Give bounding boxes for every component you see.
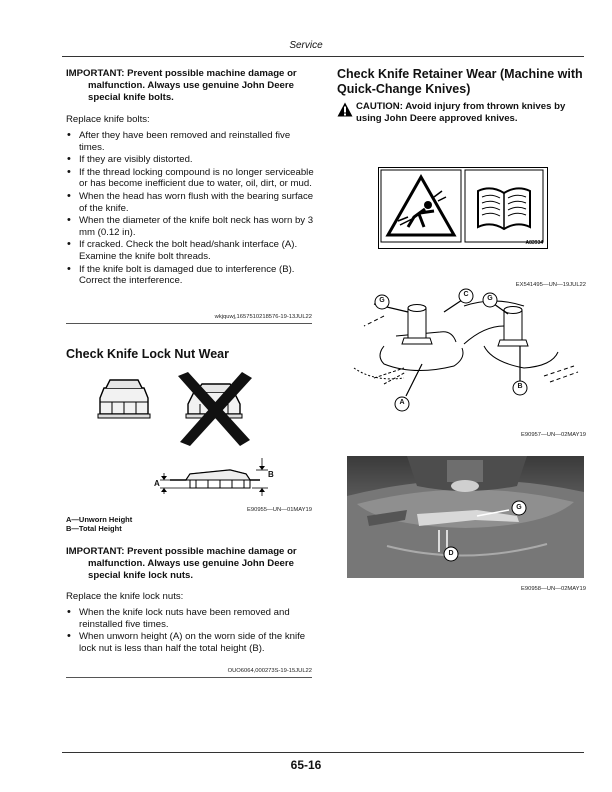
list-item: • After they have been removed and reinstalled five times.	[66, 130, 318, 153]
callout-a: A	[399, 399, 405, 406]
replace-nuts-intro: Replace the knife lock nuts:	[66, 591, 184, 602]
photo-shapes	[347, 456, 584, 578]
important-line-1: IMPORTANT: Prevent possible machine damage or	[66, 68, 297, 79]
caution-line-1: CAUTION: Avoid injury from thrown knives by	[356, 101, 566, 112]
figure-label-a: A	[154, 479, 160, 488]
decal-code: A83934	[525, 240, 543, 246]
list-item: • When the knife lock nuts have been removed and reinstalled five times.	[66, 607, 318, 630]
figure-code-ex541495: EX541495—UN—19JUL22	[515, 282, 586, 288]
important-notice-bolts	[66, 68, 322, 104]
list-item: • If cracked. Check the bolt head/shank interface (A). Examine the knife bolt threads.	[66, 239, 318, 262]
bolt-replacement-list	[66, 130, 318, 288]
page-header-title: Service	[289, 40, 323, 51]
nut-cross-section-drawing	[160, 458, 268, 496]
important-line-3: special knife bolts.	[88, 92, 174, 103]
list-item: • If they are visibly distorted.	[66, 154, 318, 166]
worn-nut-drawing	[178, 372, 252, 446]
replace-bolts-intro: Replace knife bolts:	[66, 114, 150, 125]
knife-retainer-photo	[347, 456, 584, 578]
callout-c: C	[463, 291, 469, 298]
list-item: • When the diameter of the knife bolt neck has worn by 3 mm (0.12 in).	[66, 215, 318, 238]
section-divider	[66, 323, 312, 324]
safety-decal	[378, 167, 548, 249]
figure-code-e90955: E90955—UN—01MAY19	[247, 507, 312, 513]
callout-d-photo: D	[448, 550, 454, 557]
warning-triangle-icon	[337, 102, 353, 117]
unworn-nut-drawing	[98, 380, 150, 418]
reference-code-1: wkjquwj,1657510218576-19-13JUL22	[214, 314, 312, 320]
callout-g-photo: G	[516, 504, 522, 511]
knife-retainer-drawing	[344, 286, 584, 416]
reference-code-2: OUO6064,000273S-19-15JUL22	[227, 668, 312, 674]
figure-code-e90958: E90958—UN—02MAY19	[521, 586, 586, 592]
important-notice-nuts	[66, 546, 322, 582]
important-line-2: malfunction. Always use genuine John Deere	[88, 558, 294, 569]
lock-nut-heading: Check Knife Lock Nut Wear	[66, 347, 230, 361]
page-number: 65-16	[290, 758, 322, 772]
heading-line-1: Check Knife Retainer Wear (Machine with	[337, 67, 583, 81]
important-line-1: IMPORTANT: Prevent possible machine damage or	[66, 546, 297, 557]
caption-a: A—Unworn Height	[66, 515, 133, 524]
callout-g-top-left: G	[379, 297, 385, 304]
important-line-3: special knife lock nuts.	[88, 570, 194, 581]
important-line-2: malfunction. Always use genuine John Deere	[88, 80, 294, 91]
callout-b: B	[517, 383, 523, 390]
section-divider	[66, 677, 312, 678]
footer-divider	[62, 752, 584, 753]
list-item: • If the thread locking compound is no longer serviceable or has become inefficient due to water, oil, dirt, or mud.	[66, 167, 318, 190]
caution-notice	[356, 101, 588, 125]
header-divider	[62, 56, 584, 57]
heading-line-2: Quick-Change Knives)	[337, 81, 471, 96]
list-item: • If the knife bolt is damaged due to interference (B). Correct the interference.	[66, 264, 318, 287]
callout-g-top-right: G	[487, 295, 493, 302]
retainer-heading	[337, 67, 587, 96]
caption-b: B—Total Height	[66, 524, 122, 533]
nut-replacement-list	[66, 607, 318, 655]
lock-nut-figure	[90, 370, 320, 500]
figure-label-b: B	[268, 470, 274, 479]
list-item: • When unworn height (A) on the worn side of the knife lock nut is less than half the total height (B).	[66, 631, 318, 654]
decal-pictograms	[378, 167, 548, 249]
list-item: • When the head has worn flush with the bearing surface of the knife.	[66, 191, 318, 214]
figure-code-e90957: E90957—UN—02MAY19	[521, 432, 586, 438]
caution-line-2: using John Deere approved knives.	[356, 113, 518, 124]
